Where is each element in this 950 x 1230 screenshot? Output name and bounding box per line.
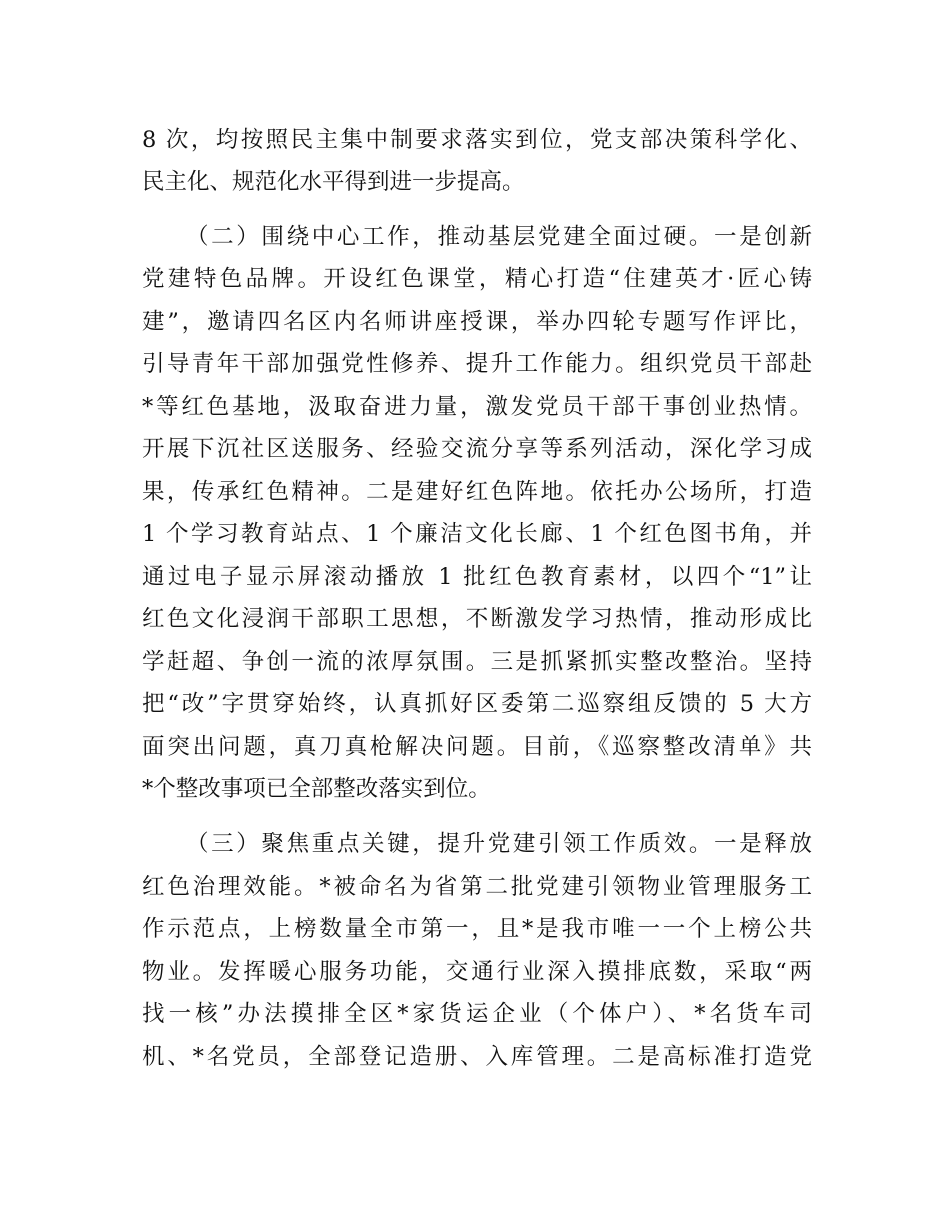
text-line: 物业。发挥暖心服务功能，交通行业深入摸排底数，采取“两 xyxy=(142,959,812,985)
paragraph-heading-line: （二）围绕中心工作，推动基层党建全面过硬。一是创新 xyxy=(186,224,812,250)
text-line: 红色治理效能。*被命名为省第二批党建引领物业管理服务工 xyxy=(142,874,812,900)
text-line: 作示范点，上榜数量全市第一，且*是我市唯一一个上榜公共 xyxy=(142,916,812,942)
text-line: 引导青年干部加强党性修养、提升工作能力。组织党员干部赴 xyxy=(142,351,812,377)
text-line: 学赶超、争创一流的浓厚氛围。三是抓紧抓实整改整治。坚持 xyxy=(142,649,812,675)
text-line: *等红色基地，汲取奋进力量，激发党员干部干事创业热情。 xyxy=(142,394,812,420)
text-line: 果，传承红色精神。二是建好红色阵地。依托办公场所，打造 xyxy=(142,479,812,505)
text-line: 1 个学习教育站点、1 个廉洁文化长廊、1 个红色图书角，并 xyxy=(142,521,812,547)
text-line: 面突出问题，真刀真枪解决问题。目前，《巡察整改清单》共 xyxy=(142,734,812,760)
text-line: 找一核”办法摸排全区*家货运企业（个体户）、*名货车司 xyxy=(142,1001,812,1027)
text-line: 机、*名党员，全部登记造册、入库管理。二是高标准打造党 xyxy=(142,1044,812,1070)
text-line: 民主化、规范化水平得到进一步提高。 xyxy=(142,169,525,195)
text-line: 通过电子显示屏滚动播放 1 批红色教育素材，以四个“1”让 xyxy=(142,564,812,590)
text-line: *个整改事项已全部整改落实到位。 xyxy=(142,776,491,802)
text-line: 8 次，均按照民主集中制要求落实到位，党支部决策科学化、 xyxy=(142,127,812,153)
text-line: 把“改”字贯穿始终，认真抓好区委第二巡察组反馈的 5 大方 xyxy=(142,691,812,717)
text-line: 建”，邀请四名区内名师讲座授课，举办四轮专题写作评比， xyxy=(142,309,812,335)
text-line: 红色文化浸润干部职工思想，不断激发学习热情，推动形成比 xyxy=(142,606,812,632)
text-line: 党建特色品牌。开设红色课堂，精心打造“住建英才·匠心铸 xyxy=(142,266,812,292)
text-line: 开展下沉社区送服务、经验交流分享等系列活动，深化学习成 xyxy=(142,436,812,462)
paragraph-heading-line: （三）聚焦重点关键，提升党建引领工作质效。一是释放 xyxy=(186,831,812,857)
